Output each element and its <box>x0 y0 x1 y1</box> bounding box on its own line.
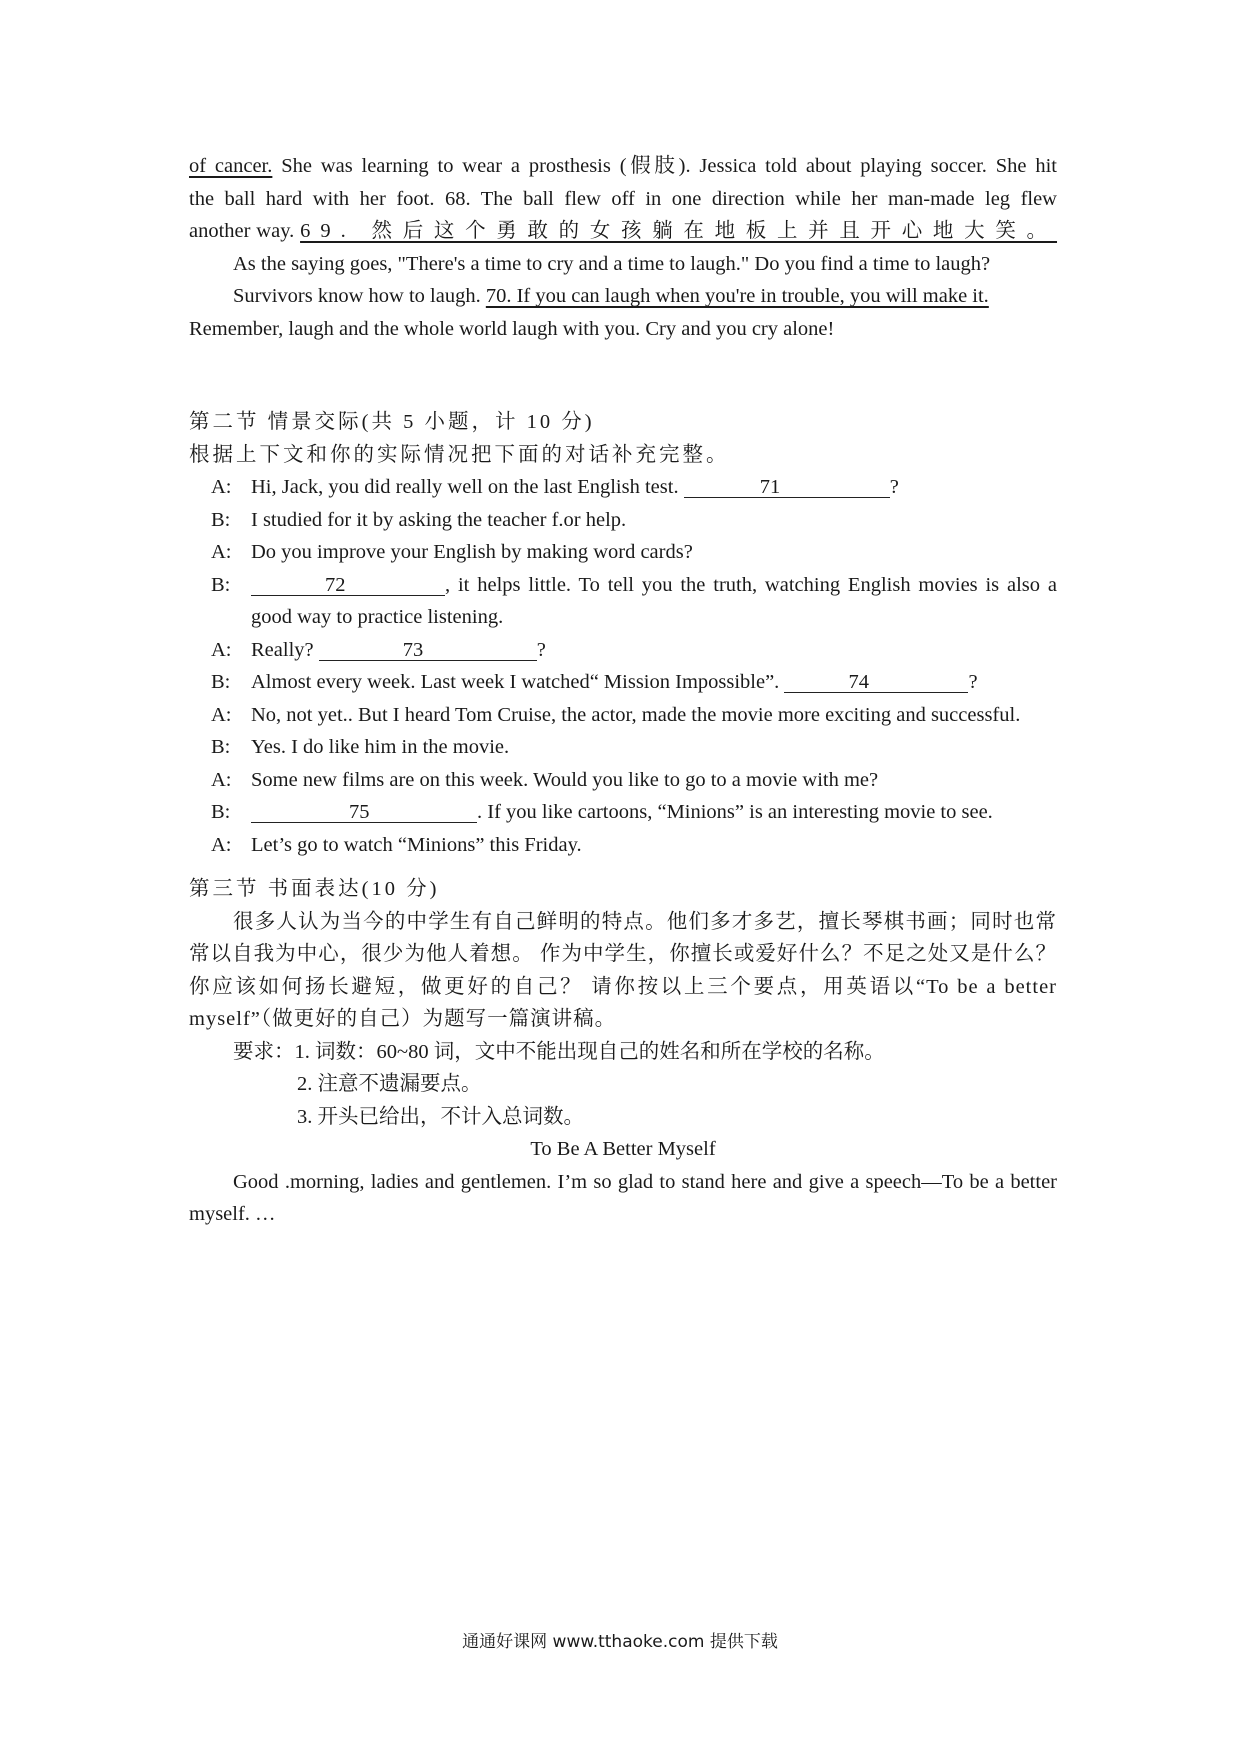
dialogue-line: A: Hi, Jack, you did really well on the last English test. 71 ? <box>189 471 1057 504</box>
answer-blank-73[interactable]: 73 <box>319 638 537 661</box>
dialogue-line: A: Really? 73 ? <box>189 634 1057 667</box>
page-footer: 通通好课网 www.tthaoke.com 提供下载 <box>462 1632 778 1652</box>
section-3-heading: 第三节 书面表达(10 分) <box>189 878 440 900</box>
speaker-label: B: <box>211 736 231 758</box>
requirement-2: 2. 注意不遗漏要点。 <box>297 1073 482 1095</box>
requirement-3: 3. 开头已给出，不计入总词数。 <box>297 1105 584 1128</box>
underlined-phrase: of cancer. <box>189 155 273 177</box>
dialogue-line: B: Almost every week. Last week I watched“ Mission Impossible”. 74 ? <box>189 666 1057 699</box>
speaker-label: B: <box>211 801 231 823</box>
dialogue-line: A: Some new films are on this week. Would you like to go to a movie with me? <box>189 764 1057 797</box>
dialogue <box>189 471 1057 861</box>
document-page <box>189 150 1057 1231</box>
essay-title: To Be A Better Myself <box>530 1138 716 1160</box>
speaker-label: A: <box>211 768 232 791</box>
answer-blank-72[interactable]: 72 <box>251 573 445 596</box>
dialogue-line: B: Yes. I do like him in the movie. <box>189 731 1057 764</box>
passage-paragraph-3-line-2: Remember, laugh and the whole world laugh with you. Cry and you cry alone! <box>189 317 835 340</box>
dialogue-line: B: 75 . If you like cartoons, “Minions” is an interesting movie to see. <box>189 796 1057 829</box>
speaker-label: B: <box>211 573 231 596</box>
translation-sentence-70: 70. If you can laugh when you're in trouble, you will make it. <box>485 285 989 307</box>
dialogue-line: A: Let’s go to watch “Minions” this Friday. <box>189 829 1057 862</box>
speaker-label: A: <box>211 833 232 856</box>
translation-answer-69: 69. 然后这个勇敢的女孩躺在地板上并且开心地大笑。 <box>300 220 1058 242</box>
answer-blank-75[interactable]: 75 <box>251 800 477 823</box>
speaker-label: A: <box>211 476 232 498</box>
speaker-label: A: <box>211 541 232 563</box>
writing-prompt: 很多人认为当今的中学生有自己鲜明的特点。他们多才多艺，擅长琴棋书画；同时也常常以自我为中心，很少为他人着想。 作为中学生，你擅长或爱好什么？不足之处又是什么？你应该如何扬长避短，做更好的自己？ 请你按以上三个要点，用英语以“To be a better myself”（做更好的自己）为题写一篇演讲稿。 <box>189 910 1057 1030</box>
speaker-label: A: <box>211 703 232 726</box>
dialogue-line: A: No, not yet.. But I heard Tom Cruise, the actor, made the movie more exciting and successful. <box>189 699 1057 732</box>
passage-line-3: another way. 69. 然后这个勇敢的女孩躺在地板上并且开心地大笑。 <box>189 220 1058 242</box>
requirement-1: 要求：1. 词数：60~80 词，文中不能出现自己的姓名和所在学校的名称。 <box>233 1040 885 1063</box>
passage-paragraph-2: As the saying goes, "There's a time to cry and a time to laugh." Do you find a time to laugh? <box>233 252 991 275</box>
passage-line-2: the ball hard with her foot. 68. The ball flew off in one direction while her man-made leg flew <box>189 187 1057 210</box>
speaker-label: A: <box>211 638 232 661</box>
dialogue-line: B: 72 , it helps little. To tell you the truth, watching English movies is also a good way to practice listening. <box>189 569 1057 634</box>
speaker-label: B: <box>211 671 231 693</box>
speaker-label: B: <box>211 508 231 531</box>
essay-opening: Good .morning, ladies and gentlemen. I’m so glad to stand here and give a speech—To be a better myself. … <box>189 1170 1057 1225</box>
passage-paragraph-3: Survivors know how to laugh. 70. If you can laugh when you're in trouble, you will make it. <box>233 285 989 307</box>
dialogue-line: B: I studied for it by asking the teacher f.or help. <box>189 504 1057 537</box>
section-2-heading: 第二节 情景交际(共 5 小题，计 10 分) <box>189 411 595 433</box>
answer-blank-74[interactable]: 74 <box>784 670 968 693</box>
answer-blank-71[interactable]: 71 <box>684 475 890 498</box>
section-2-instruction: 根据上下文和你的实际情况把下面的对话补充完整。 <box>189 443 730 466</box>
passage-line-1: of cancer. She was learning to wear a prosthesis (假肢). Jessica told about playing soccer. She hit <box>189 155 1057 177</box>
dialogue-line: A: Do you improve your English by making word cards? <box>189 536 1057 569</box>
